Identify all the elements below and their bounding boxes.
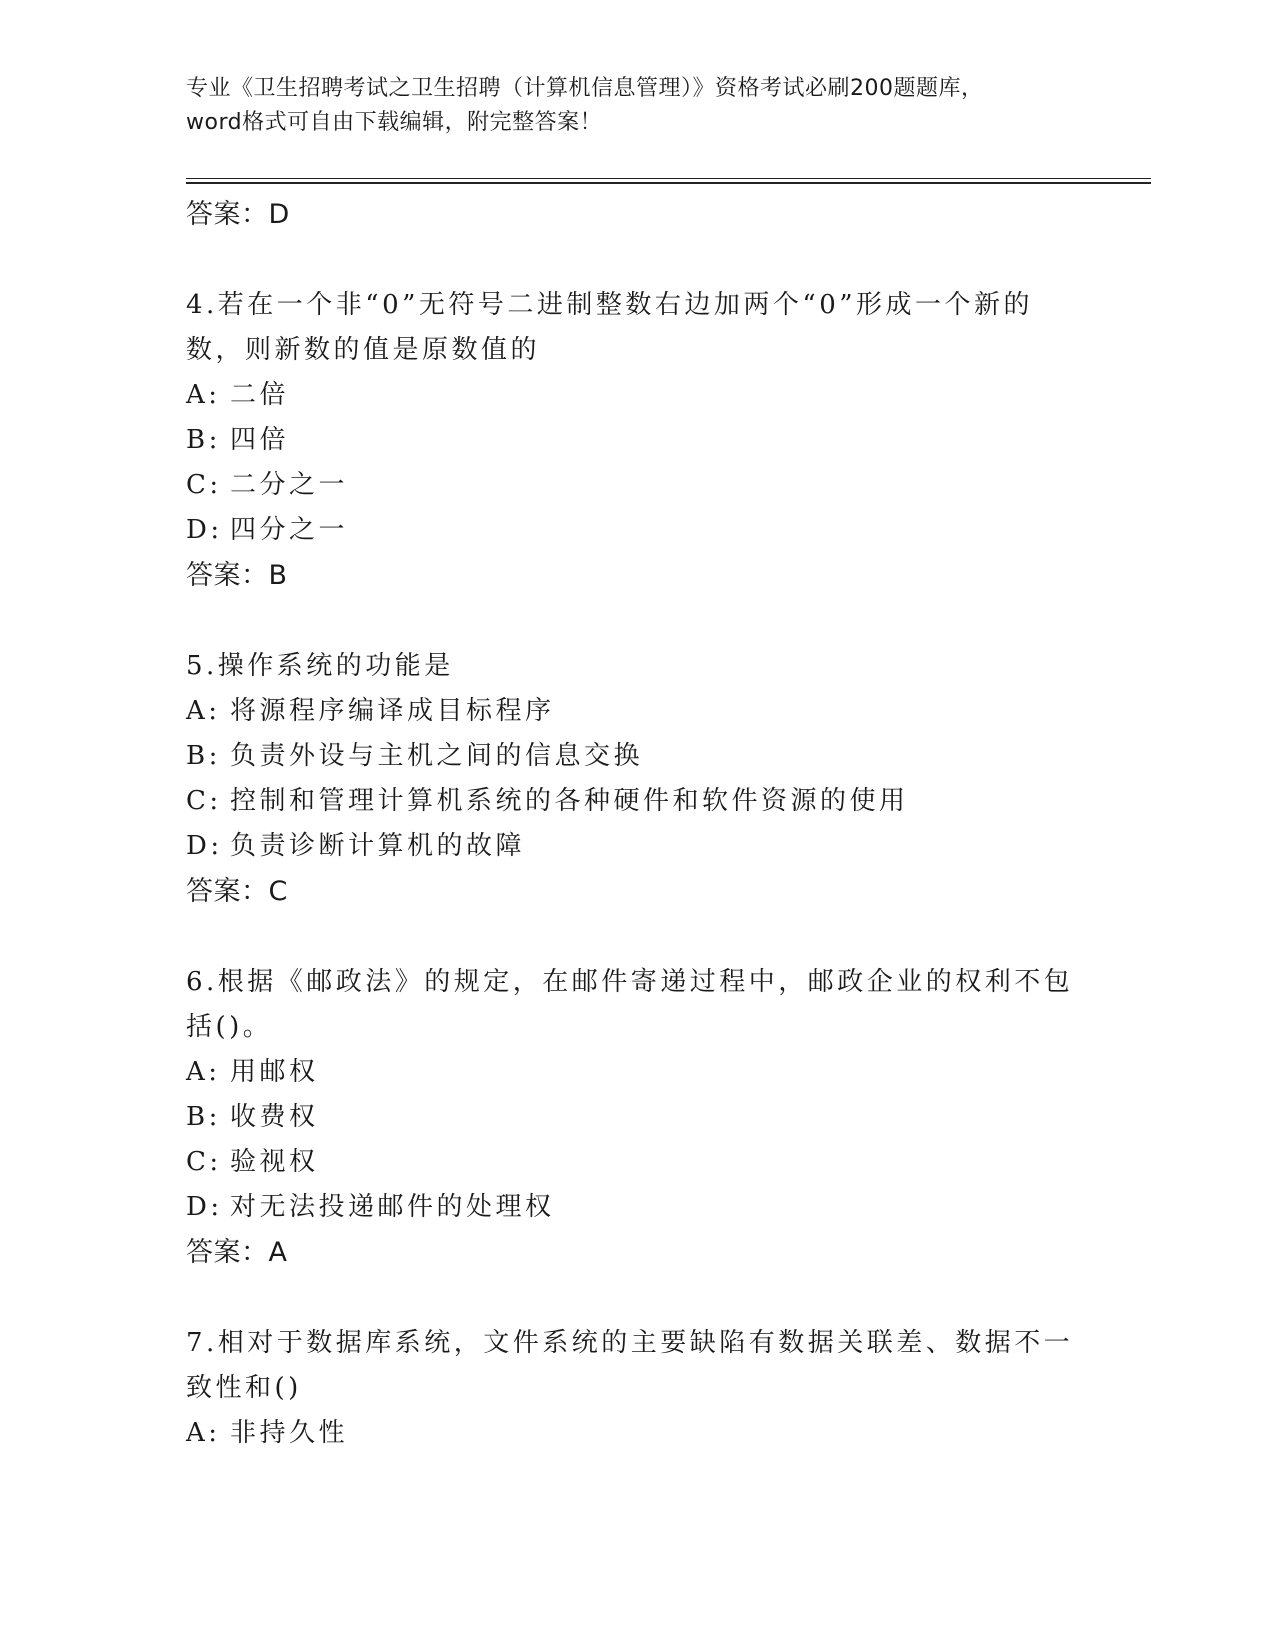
header-line-1: 专业《卫生招聘考试之卫生招聘（计算机信息管理）》资格考试必刷200题题库， [186,76,984,101]
question-6 [186,960,1086,1276]
question-stem: 7.相对于数据库系统，文件系统的主要缺陷有数据关联差、数据不一致性和() [186,1328,1074,1403]
header-line-2: word格式可自由下载编辑，附完整答案！ [186,110,603,135]
header-divider-thick [186,182,1151,184]
option-b [186,418,1086,463]
option-a [186,1411,1086,1456]
document-header [186,72,1086,140]
answer-line: 答案：D [186,199,290,230]
option-letter: C: [186,786,222,816]
option-text: 用邮权 [230,1057,319,1087]
option-text: 收费权 [230,1102,319,1132]
option-text: 负责外设与主机之间的信息交换 [230,741,644,771]
question-stem: 6.根据《邮政法》的规定，在邮件寄递过程中，邮政企业的权利不包括()。 [186,967,1074,1042]
option-text: 负责诊断计算机的故障 [230,831,526,861]
option-letter: B: [186,425,221,455]
option-b [186,1095,1086,1140]
option-b [186,734,1086,779]
option-d [186,824,1086,869]
answer-line: 答案：A [186,1237,288,1268]
option-letter: B: [186,1102,221,1132]
option-text: 控制和管理计算机系统的各种硬件和软件资源的使用 [230,786,909,816]
question-5 [186,644,1086,915]
answer-line: 答案：C [186,876,288,907]
option-text: 四分之一 [230,515,349,545]
option-letter: B: [186,741,221,771]
option-c [186,463,1086,508]
header-divider-thin [186,178,1151,179]
option-c [186,779,1086,824]
option-d [186,1185,1086,1230]
option-letter: A: [186,380,221,410]
option-letter: C: [186,470,222,500]
question-4 [186,283,1086,599]
option-text: 非持久性 [230,1418,349,1448]
option-letter: D: [186,831,223,861]
option-letter: D: [186,1192,223,1222]
question-stem: 5.操作系统的功能是 [186,651,454,681]
question-list [186,192,1086,1456]
answer-line: 答案：B [186,560,288,591]
option-text: 验视权 [230,1147,319,1177]
option-a [186,689,1086,734]
option-a [186,373,1086,418]
option-c [186,1140,1086,1185]
option-letter: A: [186,1418,221,1448]
question-7 [186,1321,1086,1456]
option-letter: C: [186,1147,222,1177]
option-a [186,1050,1086,1095]
option-text: 二分之一 [230,470,349,500]
option-d [186,508,1086,553]
question-stem: 4.若在一个非“0”无符号二进制整数右边加两个“0”形成一个新的数，则新数的值是原数值的 [186,290,1034,365]
option-text: 将源程序编译成目标程序 [230,696,555,726]
option-text: 二倍 [230,380,290,410]
option-letter: A: [186,696,221,726]
option-letter: D: [186,515,223,545]
option-text: 对无法投递邮件的处理权 [230,1192,555,1222]
option-text: 四倍 [230,425,290,455]
option-letter: A: [186,1057,221,1087]
